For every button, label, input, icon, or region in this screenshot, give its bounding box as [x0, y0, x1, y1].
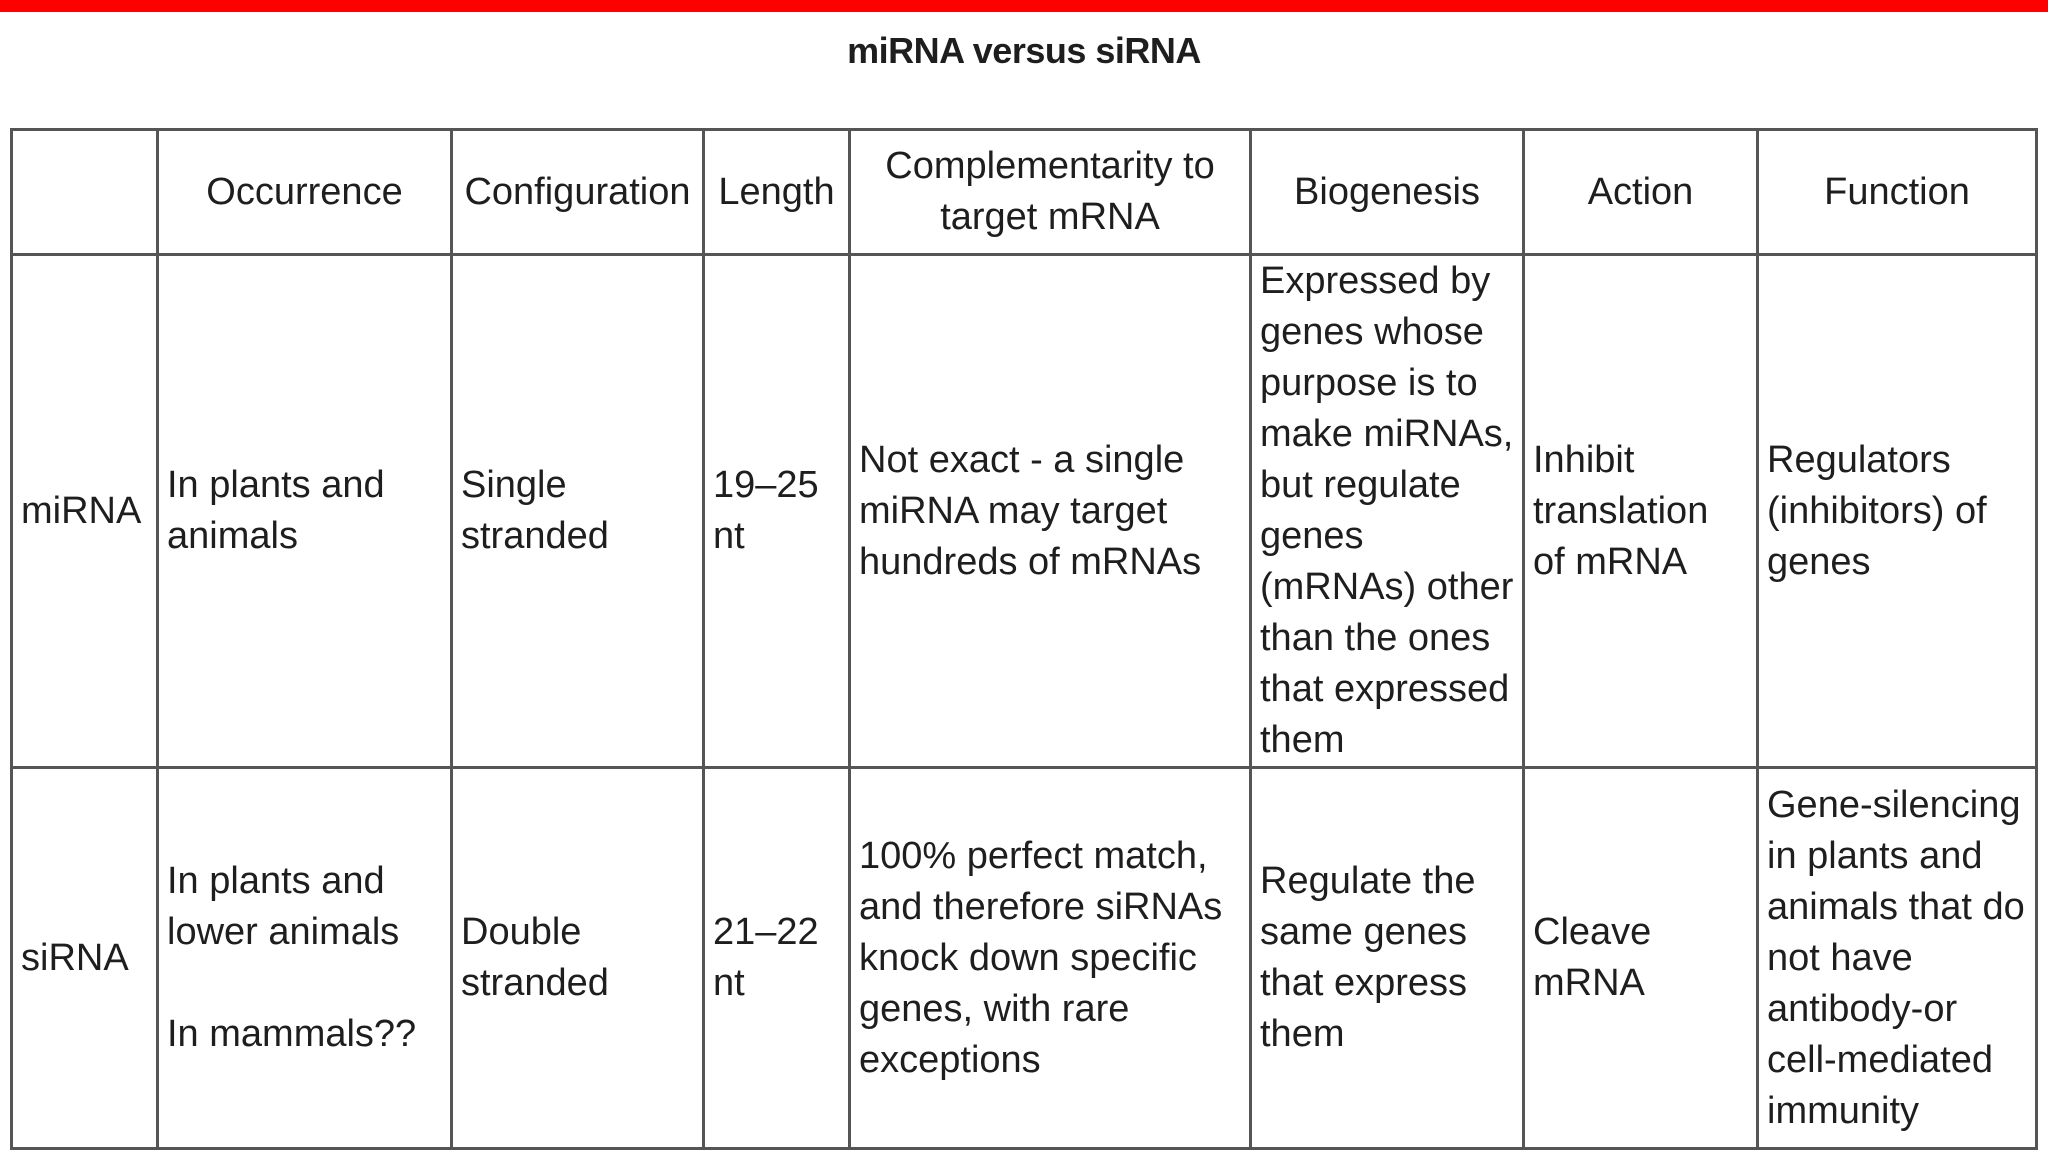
table-row-sirna	[12, 768, 2037, 1149]
cell-complementarity: 100% perfect match, and therefore siRNAs knock down specific genes, with rare exceptions	[850, 768, 1251, 1149]
header-configuration: Configuration	[452, 130, 704, 255]
cell-action: Inhibit translation of mRNA	[1524, 255, 1758, 768]
cell-biogenesis: Expressed by genes whose purpose is to make miRNAs, but regulate genes (mRNAs) other than the ones that expressed them	[1251, 255, 1524, 768]
cell-configuration: Single stranded	[452, 255, 704, 768]
cell-action: Cleave mRNA	[1524, 768, 1758, 1149]
cell-function: Gene-silencing in plants and animals that do not have antibody-or cell-mediated immunity	[1758, 768, 2037, 1149]
cell-complementarity: Not exact - a single miRNA may target hundreds of mRNAs	[850, 255, 1251, 768]
header-function: Function	[1758, 130, 2037, 255]
header-complementarity: Complementarity to target mRNA	[850, 130, 1251, 255]
comparison-table	[10, 128, 2038, 1150]
cell-occurrence: In plants and animals	[158, 255, 452, 768]
cell-occurrence	[158, 768, 452, 1149]
occurrence-text: In plants and lower animals	[167, 860, 400, 953]
header-action: Action	[1524, 130, 1758, 255]
cell-length: 19–25 nt	[704, 255, 850, 768]
occurrence-extra-text: In mammals??	[167, 1013, 417, 1055]
header-cell-empty	[12, 130, 158, 255]
spacer	[167, 958, 442, 1009]
cell-configuration: Double stranded	[452, 768, 704, 1149]
row-label-mirna: miRNA	[12, 255, 158, 768]
header-biogenesis: Biogenesis	[1251, 130, 1524, 255]
cell-biogenesis: Regulate the same genes that express them	[1251, 768, 1524, 1149]
header-row	[12, 130, 2037, 255]
header-occurrence: Occurrence	[158, 130, 452, 255]
page-title: miRNA versus siRNA	[847, 30, 1201, 71]
top-accent-bar	[0, 0, 2048, 12]
table-row-mirna	[12, 255, 2037, 768]
cell-function: Regulators (inhibitors) of genes	[1758, 255, 2037, 768]
cell-length: 21–22 nt	[704, 768, 850, 1149]
row-label-sirna: siRNA	[12, 768, 158, 1149]
header-length: Length	[704, 130, 850, 255]
